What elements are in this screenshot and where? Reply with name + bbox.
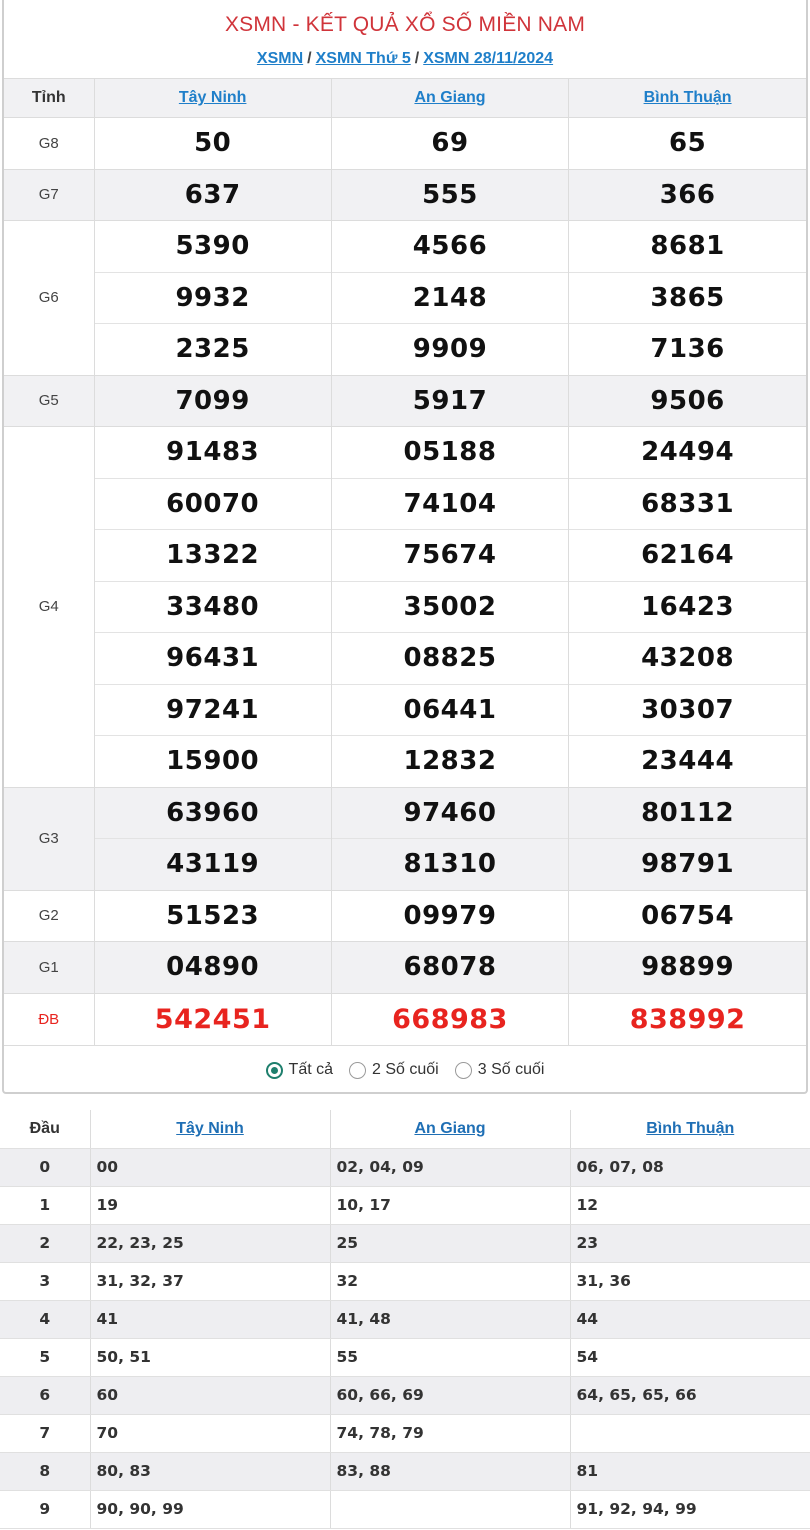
results-header-row: [4, 79, 806, 118]
prize-number: 9932: [94, 272, 331, 324]
loto-head-digit: 4: [0, 1300, 90, 1338]
loto-row: [0, 1186, 810, 1224]
filter-option-label: Tất cả: [288, 1061, 334, 1078]
loto-values: 91, 92, 94, 99: [570, 1490, 810, 1528]
loto-values: 31, 36: [570, 1262, 810, 1300]
loto-head-digit: 5: [0, 1338, 90, 1376]
loto-head-digit: 6: [0, 1376, 90, 1414]
prize-number: 75674: [331, 530, 568, 582]
prize-number: 5390: [94, 221, 331, 273]
breadcrumb: [4, 48, 806, 78]
prize-number: 43119: [94, 839, 331, 891]
prize-row: [4, 427, 806, 479]
filter-option-label: 2 Số cuối: [372, 1061, 439, 1078]
loto-row: [0, 1300, 810, 1338]
prize-number: 62164: [569, 530, 806, 582]
loto-row: [0, 1376, 810, 1414]
prize-row: [4, 221, 806, 273]
loto-row: [0, 1414, 810, 1452]
breadcrumb-link-xsmn[interactable]: XSMN: [256, 50, 304, 67]
prize-label: G6: [4, 221, 94, 376]
breadcrumb-separator: /: [307, 50, 312, 67]
radio-unchecked-icon: [349, 1062, 366, 1079]
col-header-province: [569, 79, 806, 118]
loto-row: [0, 1224, 810, 1262]
prize-number: 50: [94, 118, 331, 170]
loto-head-digit: 0: [0, 1148, 90, 1186]
prize-number: 668983: [331, 993, 568, 1045]
col-header-province: [330, 1110, 570, 1148]
prize-row: [4, 839, 806, 891]
prize-number: 9506: [569, 375, 806, 427]
prize-number: 2325: [94, 324, 331, 376]
prize-number: 838992: [569, 993, 806, 1045]
filter-option-all[interactable]: [266, 1061, 333, 1079]
loto-values: 22, 23, 25: [90, 1224, 330, 1262]
loto-values: 90, 90, 99: [90, 1490, 330, 1528]
loto-row: [0, 1262, 810, 1300]
prize-number: 06754: [569, 890, 806, 942]
loto-province-link-an-giang[interactable]: An Giang: [414, 1119, 486, 1137]
loto-row: [0, 1490, 810, 1528]
prize-number: 8681: [569, 221, 806, 273]
prize-number: 542451: [94, 993, 331, 1045]
prize-number: 51523: [94, 890, 331, 942]
prize-number: 2148: [331, 272, 568, 324]
loto-values: 02, 04, 09: [330, 1148, 570, 1186]
prize-number: 43208: [569, 633, 806, 685]
loto-values: 55: [330, 1338, 570, 1376]
prize-number: 68331: [569, 478, 806, 530]
prize-number: 15900: [94, 736, 331, 788]
prize-number: 4566: [331, 221, 568, 273]
prize-row: [4, 478, 806, 530]
prize-number: 7136: [569, 324, 806, 376]
prize-number: 05188: [331, 427, 568, 479]
loto-values: 06, 07, 08: [570, 1148, 810, 1186]
prize-label: G3: [4, 787, 94, 890]
prize-number: 80112: [569, 787, 806, 839]
province-link-tay-ninh[interactable]: Tây Ninh: [178, 89, 247, 106]
prize-number: 81310: [331, 839, 568, 891]
prize-number: 637: [94, 169, 331, 221]
loto-row: [0, 1148, 810, 1186]
breadcrumb-link-xsmn-thu5[interactable]: XSMN Thứ 5: [315, 50, 411, 67]
prize-number: 9909: [331, 324, 568, 376]
loto-values: 19: [90, 1186, 330, 1224]
prize-number: 366: [569, 169, 806, 221]
loto-values: 80, 83: [90, 1452, 330, 1490]
prize-number: 97241: [94, 684, 331, 736]
prize-number: 24494: [569, 427, 806, 479]
loto-values: 32: [330, 1262, 570, 1300]
page-title: XSMN - KẾT QUẢ XỔ SỐ MIỀN NAM: [224, 13, 586, 36]
filter-option-2-digits[interactable]: [349, 1061, 439, 1079]
prize-number: 74104: [331, 478, 568, 530]
filter-option-label: 3 Số cuối: [477, 1061, 545, 1078]
prize-number: 04890: [94, 942, 331, 994]
loto-values: 10, 17: [330, 1186, 570, 1224]
results-card: [2, 0, 808, 1094]
loto-head-digit: 7: [0, 1414, 90, 1452]
prize-number: 5917: [331, 375, 568, 427]
prize-row: [4, 684, 806, 736]
loto-values: 12: [570, 1186, 810, 1224]
prize-number: 96431: [94, 633, 331, 685]
prize-number: 69: [331, 118, 568, 170]
prize-label: ĐB: [4, 993, 94, 1045]
col-header-province: [90, 1110, 330, 1148]
loto-province-link-tay-ninh[interactable]: Tây Ninh: [176, 1119, 244, 1137]
prize-row: [4, 993, 806, 1045]
loto-header-row: [0, 1110, 810, 1148]
loto-values: 70: [90, 1414, 330, 1452]
prize-number: 68078: [331, 942, 568, 994]
loto-values: 41: [90, 1300, 330, 1338]
loto-head-digit: 9: [0, 1490, 90, 1528]
loto-values: [330, 1490, 570, 1528]
prize-label: G8: [4, 118, 94, 170]
loto-row: [0, 1452, 810, 1490]
prize-number: 33480: [94, 581, 331, 633]
prize-label: G4: [4, 427, 94, 788]
prize-row: [4, 942, 806, 994]
digit-filter: [4, 1045, 806, 1095]
prize-number: 97460: [331, 787, 568, 839]
loto-table: [0, 1110, 810, 1529]
prize-row: [4, 736, 806, 788]
prize-number: 65: [569, 118, 806, 170]
prize-number: 08825: [331, 633, 568, 685]
col-header-province: [331, 79, 568, 118]
prize-row: [4, 324, 806, 376]
prize-number: 35002: [331, 581, 568, 633]
prize-row: [4, 530, 806, 582]
prize-number: 30307: [569, 684, 806, 736]
breadcrumb-link-date[interactable]: XSMN 28/11/2024: [423, 50, 554, 67]
prize-number: 7099: [94, 375, 331, 427]
loto-values: 60: [90, 1376, 330, 1414]
breadcrumb-separator: /: [414, 50, 420, 67]
loto-values: 41, 48: [330, 1300, 570, 1338]
prize-row: [4, 633, 806, 685]
prize-number: 98899: [569, 942, 806, 994]
loto-values: 74, 78, 79: [330, 1414, 570, 1452]
prize-label: G5: [4, 375, 94, 427]
filter-option-3-digits[interactable]: [455, 1061, 545, 1079]
prize-row: [4, 118, 806, 170]
prize-label: G1: [4, 942, 94, 994]
prize-row: [4, 581, 806, 633]
loto-values: 31, 32, 37: [90, 1262, 330, 1300]
prize-row: [4, 890, 806, 942]
loto-values: 23: [570, 1224, 810, 1262]
loto-values: 81: [570, 1452, 810, 1490]
loto-head-digit: 1: [0, 1186, 90, 1224]
prize-number: 60070: [94, 478, 331, 530]
loto-values: 25: [330, 1224, 570, 1262]
loto-values: 44: [570, 1300, 810, 1338]
radio-checked-icon: [266, 1062, 283, 1079]
prize-row: [4, 272, 806, 324]
col-header-province: [570, 1110, 810, 1148]
prize-number: 23444: [569, 736, 806, 788]
loto-values: 54: [570, 1338, 810, 1376]
prize-row: [4, 787, 806, 839]
loto-head-digit: 3: [0, 1262, 90, 1300]
prize-number: 91483: [94, 427, 331, 479]
prize-number: 16423: [569, 581, 806, 633]
prize-number: 13322: [94, 530, 331, 582]
prize-label: G7: [4, 169, 94, 221]
prize-number: 09979: [331, 890, 568, 942]
prize-number: 3865: [569, 272, 806, 324]
loto-values: 64, 65, 65, 66: [570, 1376, 810, 1414]
prize-row: [4, 375, 806, 427]
prize-number: 98791: [569, 839, 806, 891]
col-header-province: [94, 79, 331, 118]
prize-label: G2: [4, 890, 94, 942]
col-header-dau: Đầu: [0, 1110, 90, 1148]
loto-values: [570, 1414, 810, 1452]
results-table: [4, 78, 806, 1045]
prize-row: [4, 169, 806, 221]
province-link-an-giang[interactable]: An Giang: [414, 89, 486, 106]
loto-values: 50, 51: [90, 1338, 330, 1376]
col-header-province-label: Tỉnh: [4, 79, 94, 118]
loto-values: 60, 66, 69: [330, 1376, 570, 1414]
loto-head-digit: 2: [0, 1224, 90, 1262]
loto-province-link-binh-thuan[interactable]: Bình Thuận: [646, 1119, 735, 1137]
loto-row: [0, 1338, 810, 1376]
prize-number: 06441: [331, 684, 568, 736]
prize-number: 63960: [94, 787, 331, 839]
prize-number: 12832: [331, 736, 568, 788]
radio-unchecked-icon: [455, 1062, 472, 1079]
loto-head-digit: 8: [0, 1452, 90, 1490]
loto-values: 00: [90, 1148, 330, 1186]
prize-number: 555: [331, 169, 568, 221]
province-link-binh-thuan[interactable]: Bình Thuận: [643, 89, 732, 106]
loto-values: 83, 88: [330, 1452, 570, 1490]
